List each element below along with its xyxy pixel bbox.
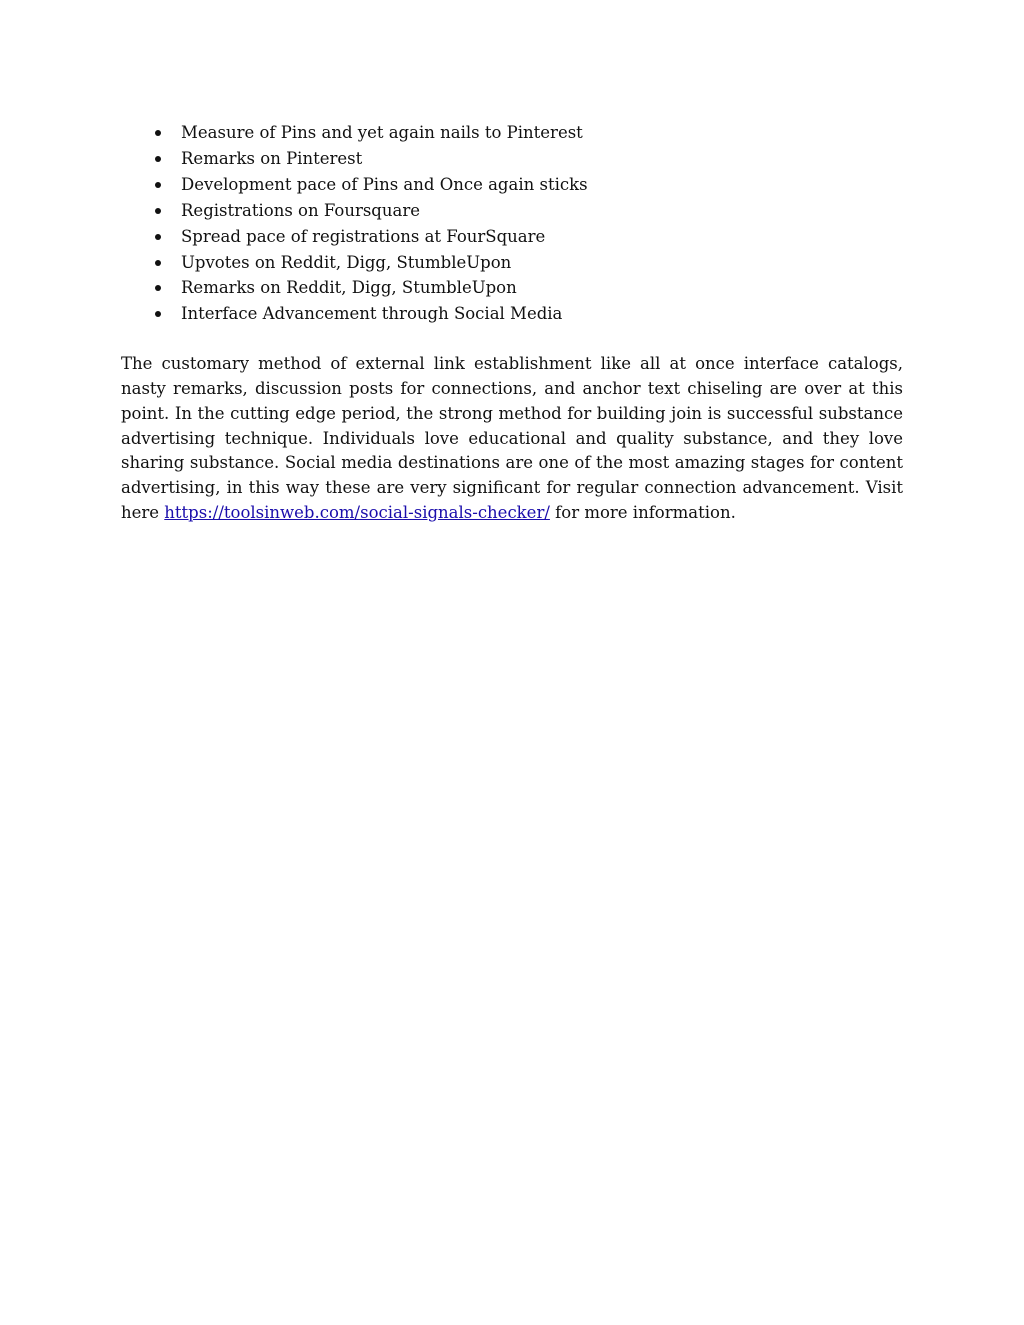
bullet-icon xyxy=(155,130,161,136)
bullet-icon xyxy=(155,234,161,240)
list-item xyxy=(121,198,903,224)
bullet-icon xyxy=(155,182,161,188)
list-item xyxy=(121,224,903,250)
bullet-icon xyxy=(155,311,161,317)
list-item-text: Remarks on Reddit, Digg, StumbleUpon xyxy=(181,278,517,298)
list-item-text: Remarks on Pinterest xyxy=(181,148,363,168)
list-item-text: Registrations on Foursquare xyxy=(181,200,420,220)
social-signals-checker-link[interactable]: https://toolsinweb.com/social-signals-checker/ xyxy=(164,503,550,523)
list-item-text: Interface Advancement through Social Media xyxy=(181,304,563,324)
bullet-icon xyxy=(155,285,161,291)
paragraph-text: The customary method of external link establishment like all at once interface catalogs, nasty remarks, discussion posts for connections, and anchor text chiseling are over at this point. In the cutting edge period, the strong method for building join is successful substance advertising technique. Individuals love educational and quality substance, and they love sharing substance. Social media destinations are one of the most amazing stages for content advertising, in this way these are very significant for regular connection advancement. Visit here xyxy=(121,354,903,523)
bullet-icon xyxy=(155,156,161,162)
list-item xyxy=(121,120,903,146)
list-item xyxy=(121,146,903,172)
list-item-text: Development pace of Pins and Once again sticks xyxy=(181,174,588,194)
list-item xyxy=(121,172,903,198)
list-item-text: Upvotes on Reddit, Digg, StumbleUpon xyxy=(181,252,512,272)
list-item-text: Measure of Pins and yet again nails to Pinterest xyxy=(181,123,583,142)
list-item xyxy=(121,301,903,327)
bullet-icon xyxy=(155,208,161,214)
bullet-list xyxy=(121,120,903,327)
list-item xyxy=(121,250,903,276)
list-item xyxy=(121,275,903,301)
paragraph-suffix: for more information. xyxy=(549,503,736,523)
bullet-icon xyxy=(155,260,161,266)
document-content xyxy=(121,120,903,526)
list-item-text: Spread pace of registrations at FourSquare xyxy=(181,226,546,246)
body-paragraph xyxy=(121,352,903,526)
